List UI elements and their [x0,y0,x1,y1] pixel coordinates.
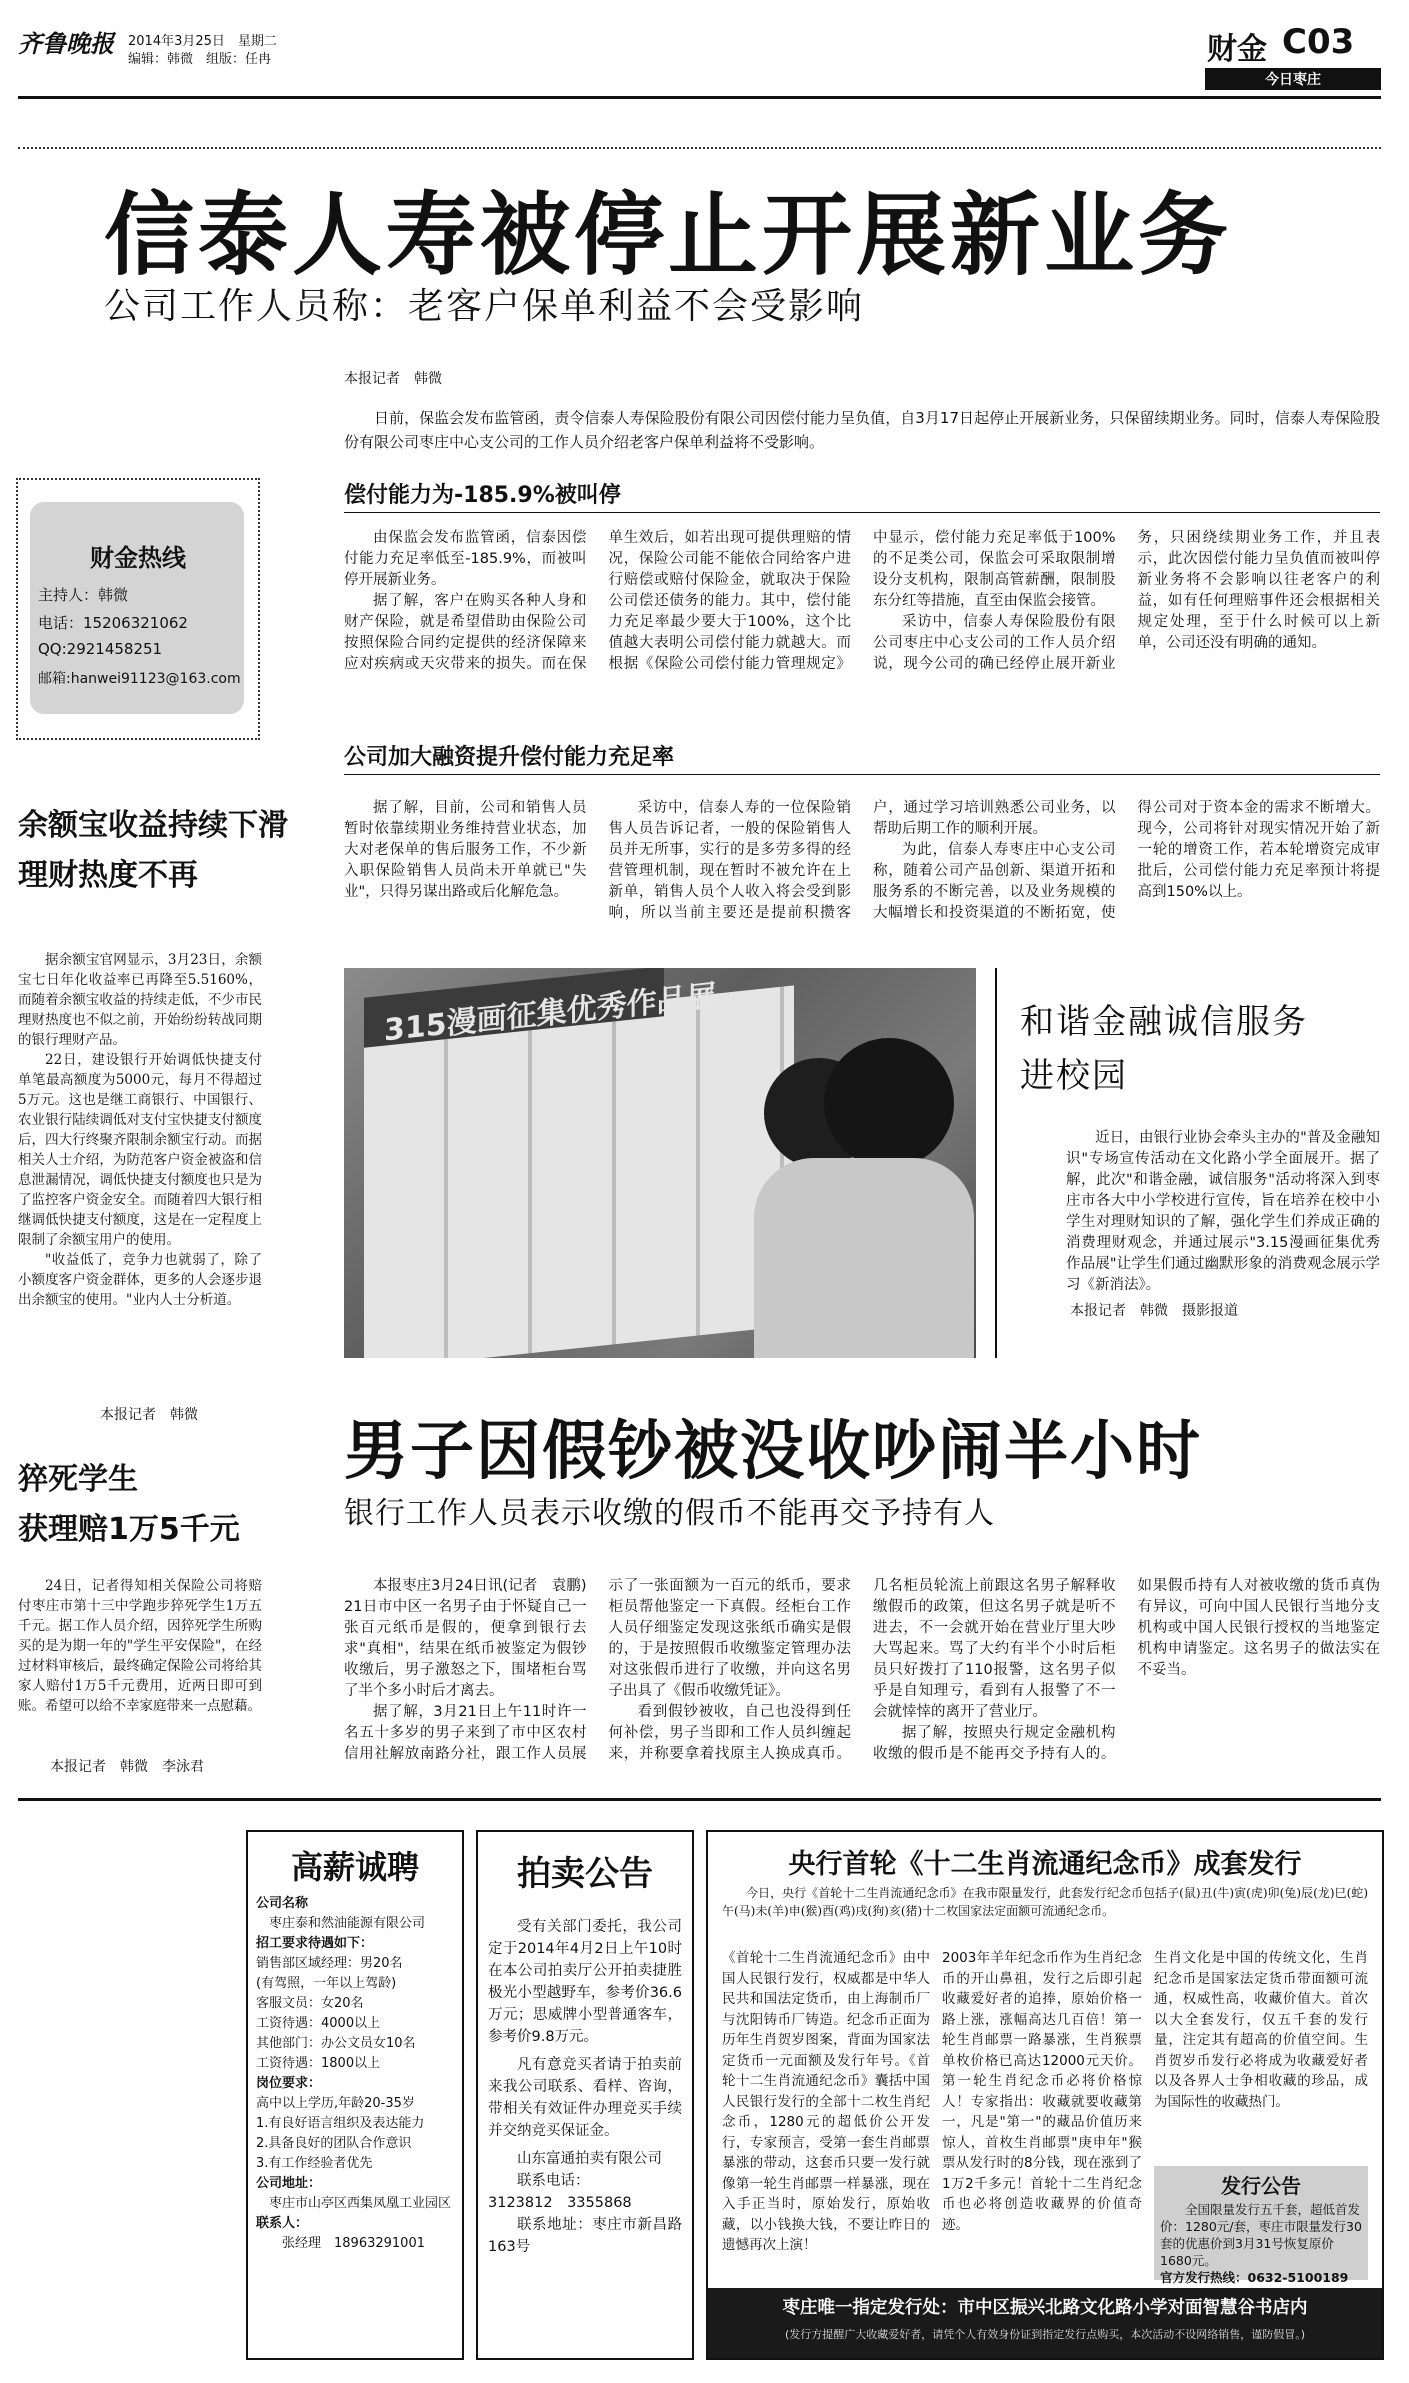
coin-footer: 枣庄唯一指定发行处：市中区振兴北路文化路小学对面智慧谷书店内 [782,2298,1308,2318]
lead-sec2-para: 采访中，信泰人寿的一位保险销售人员告诉记者，一般的保险销售人员并无所事，实行的是多劳多得的经营管理机制，现在暂时不被允许在上新单，销售人员个人收入将会受到影响，所以当前主要还是提前积攒客户，通过学习培训熟悉公司业务，以帮助后期工作的顺利开展。 [608,800,1116,921]
side2-title-1: 猝死学生 [18,1462,138,1497]
side1-title-2: 理财热度不再 [18,858,198,893]
auction-title: 拍卖公告 [517,1854,653,1894]
photo-student-body [754,1158,974,1358]
recruit-duty-label: 岗位要求： [256,2076,322,2091]
recruit-req-label: 招工要求待遇如下： [256,1936,374,1951]
hotline-phone: 电话：15206321062 [38,614,188,632]
ad-coin [706,1830,1384,2360]
recruit-item: 工资待遇：4000以上 [256,2016,381,2031]
side2-byline: 本报记者 韩微 李泳君 [50,1759,204,1775]
recruit-item: 客服文员：女20名 [256,1996,364,2011]
lead-section-2 [344,798,1380,948]
side1-para: "收益低了，竞争力也就弱了，除了小额度客户资金群体，更多的人会逐步退出余额宝的使用。"业内人士分析道。 [18,1252,262,1308]
coin-footnote: (发行方提醒广大收藏爱好者，请凭个人有效身份证到指定发行点购买，本次活动不设网络销售，谨防假冒。) [784,2328,1306,2341]
lead-sec2-para: 据了解，目前，公司和销售人员暂时依靠续期业务维持营业状态，加大对老保单的售后服务工作，不少新入职保险销售人员尚未开单就已"失业"，只得另谋出路或后化解危急。 [344,800,587,900]
side1-para: 22日，建设银行开始调低快捷支付单笔最高额度为5000元，每月不得超过5万元。这也是继工商银行、中国银行、农业银行陆续调低对支付宝快捷支付额度后，四大行终聚齐限制余额宝行动。而据相关人士介绍，为防范客户资金被盗和信息泄漏情况，调低快捷支付额度也只是为了监控客户资金安全。而随着四大银行相继调低快捷支付额度，这是在一定程度上限制了余额宝用户的使用。 [18,1052,262,1248]
hotline-host: 主持人：韩微 [38,586,129,604]
coin-notice-body: 全国限量发行五千套，超低首发价：1280元/套，枣庄市限量发行30套的优惠价到3月31号恢复原价1680元。 [1160,2202,1362,2268]
recruit-item: 工资待遇：1800以上 [256,2056,381,2071]
lead-sec1-para: 据了解，客户在购买各种人身和财产保险，就是希望借助由保险公司按照保险合同约定提供的经济保障来应对疾病或天灾带来的损失。而在保单生效后，如若出现可提供理赔的情况，保险公司能不能依合同给客户进行赔偿或赔付保险金，就取决于保险公司偿还债务的能力。其中，偿付能力充足率最少要大于100%，这个比值越大表明公司偿付能力就越大。而根据《保险公司偿付能力管理规定》中显示，偿付能力充足率低于100%的不足类公司，保监会可采取限制增设分支机构，限制高管薪酬，限制股东分红等措施，直至由保监会接管。 [344,530,1116,672]
side2-para: 24日，记者得知相关保险公司将赔付枣庄市第十三中学跑步猝死学生1万五千元。据工作人员介绍，因猝死学生所购买的是为期一年的"学生平安保险"，在经过材料审核后，最终确定保险公司将给其家人赔付1万5千元费用，近两日即可到账。希望可以给不幸家庭带来一点慰藉。 [18,1578,262,1714]
story2-body [344,1576,1380,1776]
recruit-company: 枣庄泰和然油能源有限公司 [269,1916,426,1931]
side2-body [18,1576,262,1754]
coin-col-3: 生肖文化是中国的传统文化，生肖纪念币是国家法定货币带面额可流通，权威性高，收藏价值大。首次以大全套发行，仅五千套的发行量，注定其有超高的价值空间。生肖贺岁币发行必将成为收藏爱好者以及各界人士争相收藏的珍品，成为国际性的收藏热门。 [1154,1950,1368,2110]
section-name: 财金 [1207,32,1267,67]
masthead-rule [18,96,1381,99]
subhead-1-rule [344,512,1380,513]
side1-title-1: 余额宝收益持续下滑 [18,808,288,843]
auction-addr: 联系地址：枣庄市新昌路163号 [488,2217,682,2255]
subsection-label: 今日枣庄 [1265,72,1321,88]
photo-story-text: 近日，由银行业协会牵头主办的"普及金融知识"专场宣传活动在文化路小学全面展开。据了解，此次"和谐金融，诚信服务"活动将深入到枣庄市各大中小学校进行宣传，旨在培养在校中小学生对理财知识的了解，强化学生们养成正确的消费理财观念，并通过展示"3.15漫画征集优秀作品展"让学生们通过幽默形象的消费观念展示学习《新消法》。 [1066,1130,1380,1293]
page-number: C03 [1282,22,1355,62]
lead-byline: 本报记者 韩微 [344,371,442,387]
recruit-item: 销售部区域经理：男20名 [256,1956,403,1971]
coin-intro: 今日，央行《首轮十二生肖流通纪念币》在我市限量发行，此套发行纪念币包括子(鼠)丑(牛)寅(虎)卯(兔)辰(龙)巳(蛇)午(马)未(羊)申(猴)酉(鸡)戌(狗)亥(猪)十二枚国家法定面额可流通纪念币。 [722,1886,1368,1918]
recruit-duty: 1.有良好语言组织及表达能力 [256,2116,425,2131]
lead-intro-text: 日前，保监会发布监管函，责令信泰人寿保险股份有限公司因偿付能力呈负值，自3月17日起停止开展新业务，只保留续期业务。同时，信泰人寿保险股份有限公司枣庄中心支公司的工作人员介绍老客户保单利益将不受影响。 [344,409,1380,451]
auction-org: 山东富通拍卖有限公司 [517,2151,662,2167]
coin-col-1: 《首轮十二生肖流通纪念币》由中国人民银行发行，权威都是中华人民共和国法定货币，由上海制币厂与沈阳铸币厂铸造。纪念币正面为历年生肖贺岁图案，背面为国家法定货币一元面额及发行年号。《首轮十二生肖流通纪念币》囊括中国人民银行发行的全部十二枚生肖纪念币，1280元的超低价公开发行，专家预言，受第一套生肖邮票暴涨的带动，这套币只要一发行就像第一轮生肖邮票一样暴涨，现在入手正当时，原始发行，原始收藏，以小钱换大钱，不要让昨日的遗憾再次上演！ [722,1950,930,2253]
story2-headline: 男子因假钞被没收吵闹半小时 [344,1415,1202,1489]
lead-section-1 [344,528,1380,718]
coin-col-2: 2003年羊年纪念币作为生肖纪念币的开山鼻祖，发行之后即引起收藏爱好者的追捧，原始价格一路上涨，涨幅高达几百倍！第一轮生肖邮票一路暴涨，生肖猴票单枚价格已高达12000元天价。第一轮生肖纪念币必将价格惊人！专家指出：收藏就要收藏第一，凡是"第一"的藏品价值历来惊人，首枚生肖邮票"庚申年"猴票从发行时的8分钱，现在涨到了1万2千多元！首轮十二生肖纪念币也必将创造收藏界的价值奇迹。 [942,1950,1142,2233]
auction-para-2: 凡有意竞买者请于拍卖前来我公司联系、看样、咨询，带相关有效证件办理竞买手续并交纳竞买保证金。 [488,2057,682,2139]
recruit-item: (有驾照，一年以上驾龄) [256,1976,397,1991]
side1-byline: 本报记者 韩微 [100,1407,198,1423]
hotline-email: 邮箱:hanwei91123@163.com [38,671,241,687]
recruit-duty: 3.有工作经验者优先 [256,2156,373,2171]
photo-story-title-1: 和谐金融诚信服务 [1020,1002,1308,1042]
recruit-duty: 高中以上学历,年龄20-35岁 [256,2096,415,2111]
story2-subheadline: 银行工作人员表示收缴的假币不能再交予持有人 [344,1496,995,1531]
auction-tel-label: 联系电话： [517,2173,590,2189]
news-photo [344,968,976,1358]
recruit-addr: 枣庄市山亭区西集凤凰工业园区 [269,2196,452,2211]
editors-line: 编辑：韩微 组版：任冉 [128,52,272,67]
story2-para: 本报枣庄3月24日讯(记者 袁鹏) 21日市中区一名男子由于怀疑自己一张百元纸币是假的，便拿到银行去求"真相"，结果在纸币被鉴定为假钞收缴后，男子激怒之下，围堵柜台骂了半个多小时后才离去。 [344,1578,601,1699]
recruit-addr-label: 公司地址： [256,2176,322,2191]
recruit-duty: 2.具备良好的团队合作意识 [256,2136,412,2151]
photo-banner-text: 315漫画征集优秀作品展 [384,978,717,1049]
ad-auction [476,1830,694,2360]
lead-sec1-para: 采访中，信泰人寿保险股份有限公司枣庄中心支公司的工作人员介绍说，现今公司的确已经停止展开新业务，只困绕续期业务工作，并且表示，此次因偿付能力呈负值而被叫停新业务将不会影响以往老客户的利益，如有任何理赔事件还会根据相关规定处理，至于什么时候可以上新单，公司还没有明确的通知。 [873,530,1380,672]
recruit-company-label: 公司名称 [256,1896,309,1911]
auction-para-1: 受有关部门委托，我公司定于2014年4月2日上午10时在本公司拍卖厅公开拍卖捷胜极光小型越野车，参考价36.6万元；思威牌小型普通客车，参考价9.8万元。 [488,1919,682,2045]
subhead-2-rule [344,774,1380,775]
lead-sec2-para: 为此，信泰人寿枣庄中心支公司称，随着公司产品创新、渠道开拓和服务系的不断完善，以及业务规模的大幅增长和投资渠道的不断拓宽，使得公司对于资本金的需求不断增大。现今，公司将针对现实情况开始了新一轮的增资工作，若本轮增资完成审批后，公司偿付能力充足率预计将提高到150%以上。 [873,800,1380,921]
recruit-contact: 张经理 18963291001 [282,2236,425,2251]
coin-title: 央行首轮《十二生肖流通纪念币》成套发行 [788,1849,1302,1880]
story2-para: 据了解，3月21日上午11时许一名五十多岁的男子来到了市中区农村信用社解放南路分社，跟工作人员展示了一张面额为一百元的纸币，要求柜员帮他鉴定一下真假。经柜台工作人员仔细鉴定发现这张纸币确实是假的，于是按照假币收缴鉴定管理办法对这张假币进行了收缴，并向这名男子出具了《假币收缴凭证》。 [344,1578,851,1762]
photo-story-byline: 本报记者 韩微 摄影报道 [1070,1303,1238,1319]
hotline-box [16,478,260,740]
side1-body [18,950,262,1408]
recruit-body [256,1894,456,2254]
recruit-title: 高薪诚聘 [290,1848,419,1886]
lead-sec1-para: 由保监会发布监管函，信泰因偿付能力充足率低至-185.9%，而被叫停开展新业务。 [344,530,587,588]
lead-intro [344,406,1380,456]
ad-recruit [246,1830,464,2360]
issue-date: 2014年3月25日 星期二 [128,34,277,49]
side2-title-2: 获理赔1万5千元 [18,1512,240,1547]
photo-right-rule [995,968,997,1358]
recruit-contact-label: 联系人： [256,2216,309,2231]
story2-para: 看到假钞被收，自己也没得到任何补偿，男子当即和工作人员纠缠起来，并称要拿着找原主人换成真币。几名柜员轮流上前跟这名男子解释收缴假币的政策，但这名男子就是听不进去，不一会就开始在营业厅里大吵大骂起来。骂了大约有半个小时后柜员只好拨打了110报警，这名男子似乎是自知理亏，看到有人报警了不一会就悻悻的离开了营业厅。 [608,1578,1116,1762]
lead-subhead-1: 偿付能力为-185.9%被叫停 [344,483,621,508]
hotline-qq: QQ:2921458251 [38,640,163,658]
coin-notice-title: 发行公告 [1221,2174,1301,2198]
ads-top-rule [18,1798,1381,1801]
lead-headline: 信泰人寿被停止开展新业务 [104,183,1232,288]
side1-para: 据余额宝官网显示，3月23日，余额宝七日年化收益率已再降至5.5160%，而随着余额宝收益的持续走低，不少市民理财热度也不似之前，开始纷纷转战同期的银行理财产品。 [18,952,262,1048]
paper-logo: 齐鲁晚报 [18,29,114,58]
coin-notice-box [1154,2166,1368,2285]
lead-subhead-2: 公司加大融资提升偿付能力充足率 [344,745,675,770]
story2-para: 据了解，按照央行规定金融机构收缴的假币是不能再交予持有人的。如果假币持有人对被收缴的货币真伪有异议，可向中国人民银行当地分支机构或中国人民银行授权的当地鉴定机构申请鉴定。这名男子的做法实在不妥当。 [873,1578,1380,1762]
lead-subheadline: 公司工作人员称：老客户保单利益不会受影响 [104,286,865,327]
masthead-dotted-rule [18,147,1381,149]
coin-hotline: 官方发行热线：0632-5100189 [1160,2270,1349,2285]
hotline-title: 财金热线 [90,544,186,572]
photo-story-title-2: 进校园 [1020,1056,1128,1096]
auction-body [488,1916,682,2258]
photo-student-2 [824,1038,954,1168]
auction-tel: 3123812 3355868 [488,2195,632,2211]
photo-story-body [1066,1128,1380,1298]
recruit-item: 其他部门：办公文员女10名 [256,2036,416,2051]
